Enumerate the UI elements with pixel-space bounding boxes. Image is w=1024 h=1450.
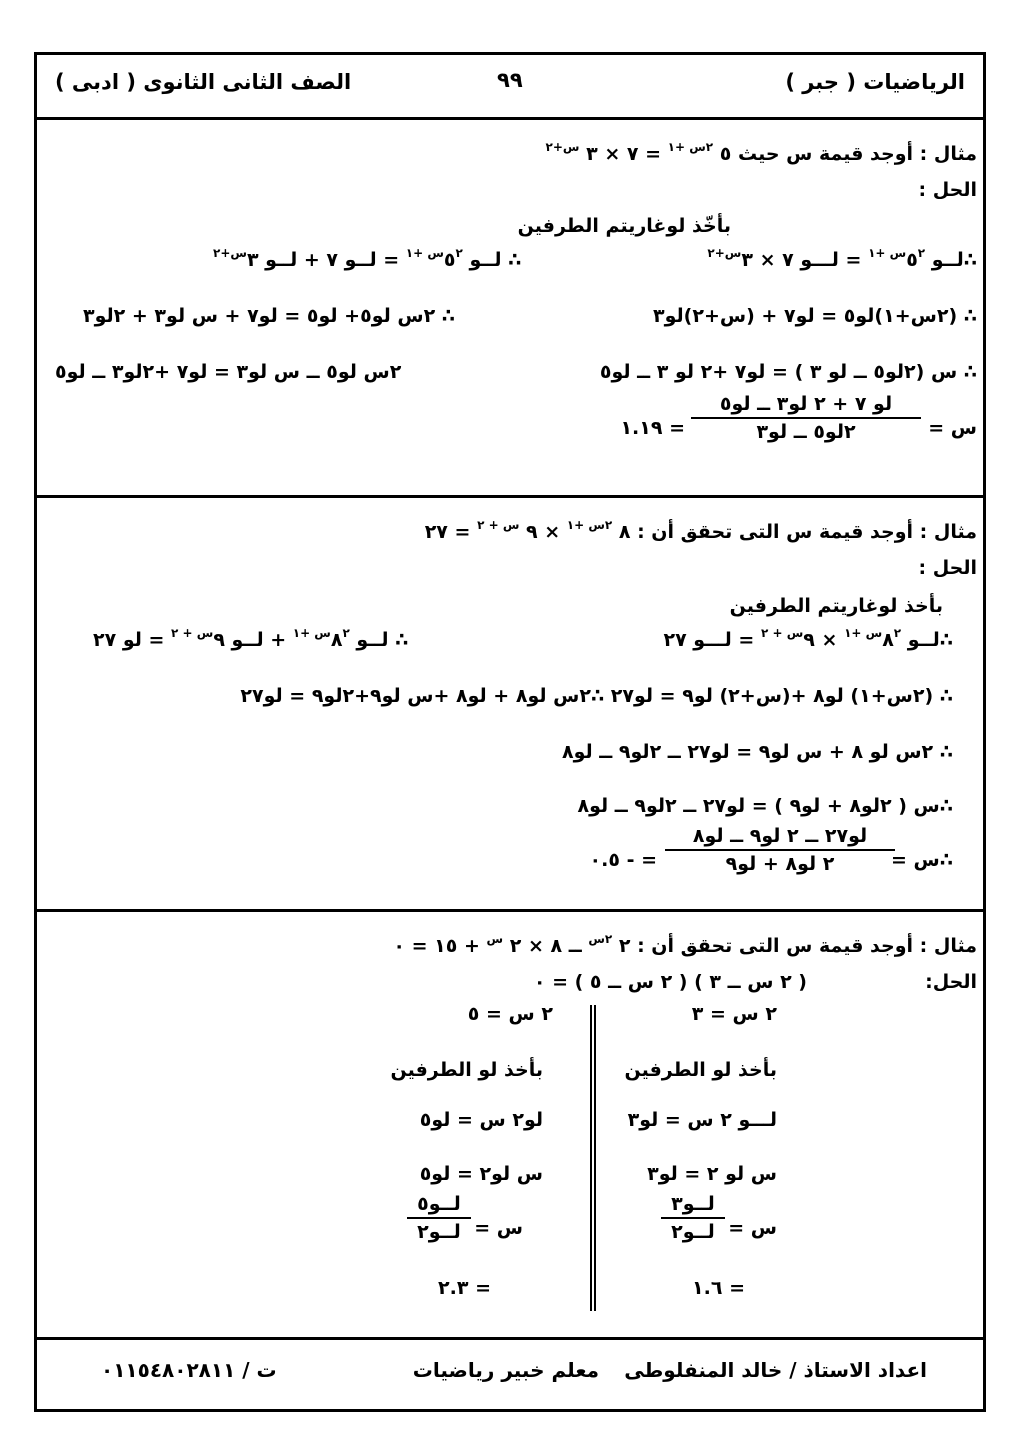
example1-line2-left: ∴ ٢س لو٥+ لو٥ = لو٧ + س لو٣ + ٢لو٣: [83, 305, 456, 327]
left-result-denominator: لــو٢: [417, 1221, 461, 1243]
example2-take-log: بأخذ لوغاريتم الطرفين: [729, 595, 943, 617]
example1-line2-right: ∴ (٢س+١)لو٥ = لو٧ + (س+٢)لو٣: [653, 305, 977, 327]
left-case-equation: ٢ س = ٥: [467, 1003, 553, 1025]
left-take-log: بأخذ لو الطرفين: [390, 1059, 543, 1081]
example1-solution-label: الحل :: [918, 179, 977, 201]
section-rule-1: [37, 495, 983, 498]
example2-line2: ∴ (٢س+١) لو٨ +(س+٢) لو٩ = لو٢٧ ∴٢س لو٨ + لو٨ +س لو٩+٢لو٩ = لو٢٧: [240, 685, 953, 707]
fraction-bar: [665, 849, 895, 851]
example2-result-value: = - ٠.٥: [589, 849, 657, 871]
left-line2: س لو٢ = لو٥: [419, 1163, 543, 1185]
example3-factored: ( ٢ س ــ ٣ ) ( ٢ س ــ ٥ ) = ٠: [533, 971, 807, 993]
example1-line3-left: ٢س لو٥ ــ س لو٣ = لو٧ +٢لو٣ ــ لو٥: [55, 361, 402, 383]
left-line1: لو٢ س = لو٥: [419, 1109, 543, 1131]
header-grade: الصف الثانى الثانوى ( ادبى ): [55, 70, 352, 94]
right-result-numerator: لــو٣: [671, 1193, 715, 1215]
example1-line3-right: ∴ س (٢لو٥ ــ لو ٣ ) = لو٧ +٢ لو ٣ ــ لو٥: [599, 361, 977, 383]
right-take-log: بأخذ لو الطرفين: [624, 1059, 777, 1081]
fraction-bar: [691, 417, 921, 419]
example1-result-fraction: [691, 393, 921, 443]
example1-line1-right: ∴لــو $٥^{٢س +١}$ = لـــو ٧ × $٣^{س+٢}$: [707, 246, 977, 271]
left-result-numerator: لــو٥: [417, 1193, 461, 1215]
example2-question: مثال : أوجد قيمة س التى تحقق أن : ٨ $^{٢س +١}$ × ٩ $^{س + ٢}$ = ٢٧: [424, 518, 977, 543]
header-rule: [37, 117, 983, 120]
example1-result-value: = ١.١٩: [620, 417, 685, 439]
example3-solution-label: الحل:: [925, 971, 977, 993]
example2-result-fraction: [665, 825, 895, 875]
right-line2: س لو ٢ = لو٣: [647, 1163, 777, 1185]
split-divider: [594, 1005, 596, 1311]
footer-role: معلم خبير رياضيات: [412, 1358, 599, 1382]
left-result-value: = ٢.٣: [438, 1277, 491, 1299]
example1-result-lhs: س =: [928, 417, 977, 439]
left-result-lhs: س =: [474, 1217, 523, 1239]
left-result-fraction: [407, 1193, 471, 1243]
example3-question: مثال : أوجد قيمة س التى تحقق أن : ٢ $^{٢س}$ ــ ٨ × ٢ $^س$ + ١٥ = ٠: [393, 932, 977, 957]
right-line1: لـــو ٢ س = لو٣: [627, 1109, 777, 1131]
footer-rule: [37, 1337, 983, 1340]
example2-line1-right: ∴لــو $٨^{٢س +١}$ × $٩^{س + ٢}$ = لـــو ٢٧: [663, 626, 953, 651]
example2-line3: ∴ ٢س لو ٨ + س لو٩ = لو٢٧ ــ ٢لو٩ ــ لو٨: [562, 741, 953, 763]
example2-line4: ∴س ( ٢لو٨ + لو٩ ) = لو٢٧ ــ ٢لو٩ ــ لو٨: [577, 795, 953, 817]
example1-result-numerator: لو ٧ + ٢ لو٣ ــ لو٥: [719, 393, 893, 415]
example1-question: مثال : أوجد قيمة س حيث ٥ $^{٢س +١}$ = ٧ × ٣ $^{س+٢}$: [545, 140, 977, 165]
header-subject: الرياضيات ( جبر ): [785, 70, 965, 94]
fraction-bar: [407, 1217, 471, 1219]
right-result-value: = ١.٦: [692, 1277, 745, 1299]
split-divider: [590, 1005, 592, 1311]
footer-author: اعداد الاستاذ / خالد المنفلوطى: [624, 1358, 927, 1382]
header-page-number: ٩٩: [497, 68, 523, 92]
example2-line1-left: ∴ لــو $٨^{٢س +١}$ + لــو $٩^{س + ٢}$ = لو ٢٧: [93, 626, 409, 651]
example2-solution-label: الحل :: [918, 557, 977, 579]
right-case-equation: ٢ س = ٣: [691, 1003, 777, 1025]
page-frame: [34, 52, 986, 1412]
right-result-denominator: لــو٢: [671, 1221, 715, 1243]
example2-result-denominator: ٢ لو٨ + لو٩: [725, 853, 835, 875]
example1-result-denominator: ٢لو٥ ــ لو٣: [756, 421, 856, 443]
example1-take-log: بأخّذ لوغاريتم الطرفين: [517, 215, 731, 237]
fraction-bar: [661, 1217, 725, 1219]
right-result-fraction: [661, 1193, 725, 1243]
right-result-lhs: س =: [728, 1217, 777, 1239]
example1-line1-left: ∴ لــو $٥^{٢س +١}$ = لــو ٧ + لــو $٣^{س+٢}$: [213, 246, 522, 271]
example2-result-lhs: ∴س =: [891, 849, 953, 871]
example2-result-numerator: لو٢٧ ــ ٢ لو٩ ــ لو٨: [692, 825, 868, 847]
section-rule-2: [37, 909, 983, 912]
footer-phone: ت / ٠١١٥٤٨٠٢٨١١: [101, 1358, 277, 1382]
